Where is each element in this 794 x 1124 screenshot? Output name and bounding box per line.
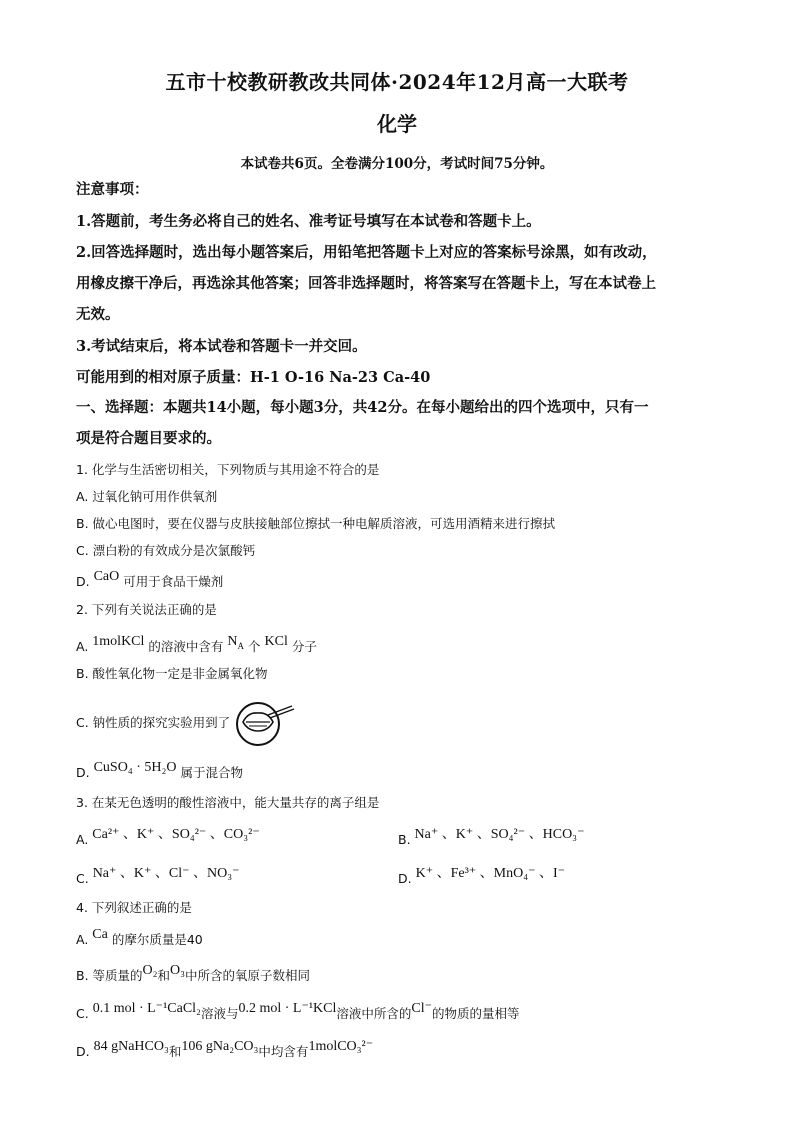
q2-c-text: C. 钠性质的探究实验用到了 [76, 715, 231, 730]
q1-option-d [76, 569, 726, 593]
q4-b-text-1: B. 等质量的 [76, 968, 143, 983]
q3-stem: 3. 在某无色透明的酸性溶液中，能大量共存的离子组是 [76, 795, 380, 810]
q4-d-text-2: 中均含有 [258, 1044, 309, 1059]
notes-heading: 注意事项： [76, 181, 149, 198]
q2-option-a [76, 634, 726, 662]
q4-option-c [76, 1001, 726, 1025]
q2-a-formula-3: KCl [264, 634, 288, 649]
q4-b-formula-1: O₂ [142, 963, 158, 978]
exam-title: 五市十校教研教改共同体·2024年12月高一大联考 [165, 70, 629, 94]
q4-stem: 4. 下列叙述正确的是 [76, 900, 192, 915]
q4-d-formula-2: 106 gNa₂CO₃ [181, 1039, 259, 1054]
q1-d-formula: CaO [93, 569, 120, 584]
q3-c-ions: Na⁺ 、K⁺ 、Cl⁻ 、NO₃⁻ [92, 866, 240, 881]
q4-d-formula-3: 1molCO₃²⁻ [308, 1039, 374, 1054]
q1-option-c: C. 漂白粉的有效成分是次氯酸钙 [76, 543, 256, 558]
q4-a-formula: Ca [92, 927, 108, 942]
q2-a-text-1: 的溶液中含有 [148, 639, 224, 654]
q4-d-label: D. [76, 1044, 90, 1059]
exam-meta: 本试卷共6页。全卷满分100分，考试时间75分钟。 [240, 156, 554, 172]
q4-c-text-2: 溶液中所含的 [336, 1006, 412, 1021]
q4-option-a [76, 927, 726, 951]
q4-c-formula-1: 0.1 mol · L⁻¹CaCl₂ [92, 1001, 201, 1016]
q2-d-formula: CuSO₄ · 5H₂O [93, 760, 177, 775]
q3-b-label: B. [398, 832, 411, 847]
note-2-line-1: 2.回答选择题时，选出每小题答案后，用铅笔把答题卡上对应的答案标号涂黑，如有改动， [76, 244, 657, 261]
q1-d-label: D. [76, 574, 90, 589]
q2-a-formula-2-sub: A [237, 640, 245, 651]
q2-d-label: D. [76, 765, 90, 780]
note-3: 3.考试结束后，将本试卷和答题卡一并交回。 [76, 338, 367, 355]
section-heading-line-2: 项是符合题目要求的。 [76, 430, 221, 447]
q3-d-ions: K⁺ 、Fe³⁺ 、MnO₄⁻ 、I⁻ [415, 866, 566, 881]
q2-a-text-3: 分子 [291, 639, 317, 654]
q3-a-ions: Ca²⁺ 、K⁺ 、SO₄²⁻ 、CO₃²⁻ [92, 827, 260, 842]
q4-b-text-2: 和 [157, 968, 171, 983]
q2-a-formula-1: 1molKCl [92, 634, 145, 649]
q4-c-formula-3: Cl⁻ [411, 1001, 433, 1016]
q4-c-formula-2: 0.2 mol · L⁻¹KCl [238, 1001, 337, 1016]
q4-b-text-3: 中所含的氧原子数相同 [185, 968, 311, 983]
subject-title: 化学 [377, 112, 417, 136]
q4-b-formula-2: O₃ [170, 963, 186, 978]
note-2-line-3: 无效。 [76, 306, 120, 323]
q3-c-label: C. [76, 871, 89, 886]
q4-a-label: A. [76, 932, 89, 947]
q3-option-d [398, 866, 728, 890]
q4-option-d [76, 1039, 726, 1063]
q2-d-text: 属于混合物 [180, 765, 243, 780]
q2-a-formula-2-main: N [227, 634, 238, 649]
q4-c-text-1: 溶液与 [200, 1006, 239, 1021]
q3-option-b [398, 827, 728, 851]
q4-a-text: 的摩尔质量是40 [111, 932, 203, 947]
q2-option-d [76, 760, 726, 784]
section-heading-line-1: 一、选择题：本题共14小题，每小题3分，共42分。在每小题给出的四个选项中，只有一 [76, 399, 649, 416]
q1-stem: 1. 化学与生活密切相关，下列物质与其用途不符合的是 [76, 462, 380, 477]
q3-d-label: D. [398, 871, 412, 886]
q2-a-label: A. [76, 639, 89, 654]
q4-d-formula-1: 84 gNaHCO₃ [93, 1039, 169, 1054]
note-2-line-2: 用橡皮擦干净后，再选涂其他答案；回答非选择题时，将答案写在答题卡上，写在本试卷上 [76, 275, 656, 292]
q1-option-b: B. 做心电图时，要在仪器与皮肤接触部位擦拭一种电解质溶液，可选用酒精来进行擦拭 [76, 516, 556, 531]
note-1: 1.答题前，考生务必将自己的姓名、准考证号填写在本试卷和答题卡上。 [76, 213, 541, 230]
q1-d-text: 可用于食品干燥剂 [123, 574, 224, 589]
atomic-masses: 可能用到的相对原子质量：H-1 O-16 Na-23 Ca-40 [76, 369, 431, 386]
q1-option-a: A. 过氧化钠可用作供氧剂 [76, 489, 218, 504]
q4-c-label: C. [76, 1006, 89, 1021]
q4-d-text-1: 和 [168, 1044, 182, 1059]
q3-b-ions: Na⁺ 、K⁺ 、SO₄²⁻ 、HCO₃⁻ [414, 827, 585, 842]
q2-stem: 2. 下列有关说法正确的是 [76, 602, 217, 617]
q2-option-c [76, 698, 726, 748]
q4-c-text-3: 的物质的量相等 [432, 1006, 520, 1021]
q2-option-b: B. 酸性氧化物一定是非金属氧化物 [76, 666, 268, 681]
evaporating-dish-icon [234, 700, 296, 748]
q2-a-text-2: 个 [248, 639, 261, 654]
q2-a-formula-2 [227, 634, 244, 649]
q4-option-b [76, 963, 726, 987]
q3-a-label: A. [76, 832, 89, 847]
